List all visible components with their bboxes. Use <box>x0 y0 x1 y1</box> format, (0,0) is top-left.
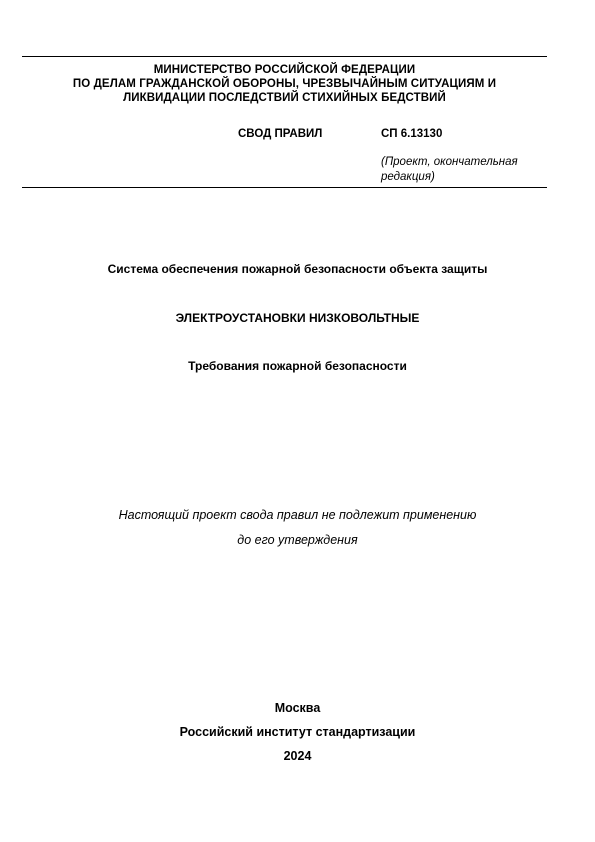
code-label: СВОД ПРАВИЛ <box>238 128 323 140</box>
draft-notice-line-1: Настоящий проект свода правил не подлежит применению <box>118 508 477 522</box>
document-title: ЭЛЕКТРОУСТАНОВКИ НИЗКОВОЛЬТНЫЕ <box>175 311 420 325</box>
ministry-line-1: МИНИСТЕРСТВО РОССИЙСКОЙ ФЕДЕРАЦИИ <box>153 64 416 76</box>
ministry-line-2: ПО ДЕЛАМ ГРАЖДАНСКОЙ ОБОРОНЫ, ЧРЕЗВЫЧАЙНЫМ СИТУАЦИЯМ И <box>72 78 497 90</box>
system-title: Система обеспечения пожарной безопасности объекта защиты <box>107 262 488 276</box>
code-value: СП 6.13130 <box>381 128 443 140</box>
document-subtitle: Требования пожарной безопасности <box>188 359 407 373</box>
ministry-name <box>22 63 547 105</box>
draft-notice-line-2: до его утверждения <box>237 533 358 547</box>
header-top-rule <box>22 56 547 57</box>
draft-notice <box>22 503 573 553</box>
publication-year: 2024 <box>283 749 312 763</box>
ministry-line-3: ЛИКВИДАЦИИ ПОСЛЕДСТВИЙ СТИХИЙНЫХ БЕДСТВИЙ <box>123 92 446 104</box>
publication-city: Москва <box>274 701 321 715</box>
header-bottom-rule <box>22 187 547 188</box>
edition-note: (Проект, окончательная редакция) <box>381 156 518 183</box>
publisher-name: Российский институт стандартизации <box>179 725 416 739</box>
publication-info <box>22 696 573 768</box>
